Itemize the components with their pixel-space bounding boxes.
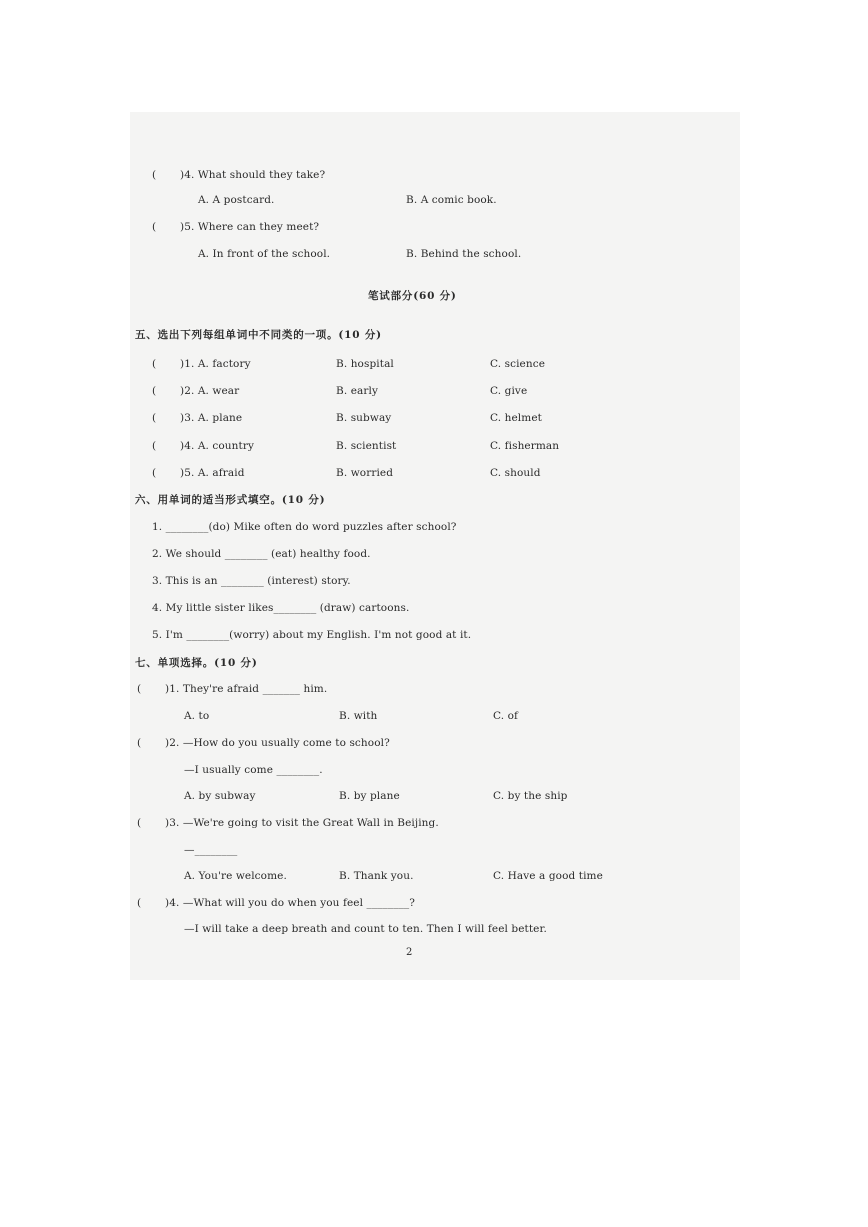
paren-open: ( bbox=[152, 221, 157, 233]
s7-q1-option-c: C. of bbox=[493, 710, 519, 722]
s7-question-3: )3. —We're going to visit the Great Wall in Beijing. bbox=[165, 817, 439, 829]
s6-item-2: 2. We should ________ (eat) healthy food. bbox=[152, 548, 371, 560]
paren-open: ( bbox=[137, 897, 142, 909]
s7-q2-reply: —I usually come ________. bbox=[184, 764, 323, 776]
s7-q3-option-a: A. You're welcome. bbox=[184, 870, 287, 882]
section-7-title: 七、单项选择。(10 分) bbox=[135, 657, 258, 669]
s7-q3-option-c: C. Have a good time bbox=[493, 870, 603, 882]
listening-question-4: )4. What should they take? bbox=[180, 169, 326, 181]
paren-open: ( bbox=[137, 817, 142, 829]
option-b: B. Behind the school. bbox=[406, 248, 522, 260]
written-part-header: 笔试部分(60 分) bbox=[368, 290, 457, 302]
paren-open: ( bbox=[137, 737, 142, 749]
s7-q3-option-b: B. Thank you. bbox=[339, 870, 414, 882]
s5-item-2-c: C. give bbox=[490, 385, 528, 397]
s5-item-3-b: B. subway bbox=[336, 412, 392, 424]
paren-open: ( bbox=[152, 358, 157, 370]
paren-open: ( bbox=[152, 385, 157, 397]
s5-item-4-a: )4. A. country bbox=[180, 440, 255, 452]
s7-question-1: )1. They're afraid _______ him. bbox=[165, 683, 328, 695]
s5-item-5-b: B. worried bbox=[336, 467, 394, 479]
s6-item-3: 3. This is an ________ (interest) story. bbox=[152, 575, 351, 587]
listening-question-5: )5. Where can they meet? bbox=[180, 221, 320, 233]
section-5-title: 五、选出下列每组单词中不同类的一项。(10 分) bbox=[135, 329, 382, 341]
paren-open: ( bbox=[137, 683, 142, 695]
paren-open: ( bbox=[152, 467, 157, 479]
s5-item-2-b: B. early bbox=[336, 385, 378, 397]
s7-question-4: )4. —What will you do when you feel ________? bbox=[165, 897, 416, 909]
s5-item-4-b: B. scientist bbox=[336, 440, 397, 452]
s5-item-2-a: )2. A. wear bbox=[180, 385, 240, 397]
s6-item-4: 4. My little sister likes________ (draw) cartoons. bbox=[152, 602, 410, 614]
s7-q3-reply: —________ bbox=[184, 844, 238, 856]
paren-open: ( bbox=[152, 412, 157, 424]
paren-open: ( bbox=[152, 169, 157, 181]
section-6-title: 六、用单词的适当形式填空。(10 分) bbox=[135, 494, 326, 506]
s7-q1-option-b: B. with bbox=[339, 710, 378, 722]
s5-item-5-c: C. should bbox=[490, 467, 541, 479]
s5-item-3-a: )3. A. plane bbox=[180, 412, 243, 424]
s5-item-5-a: )5. A. afraid bbox=[180, 467, 245, 479]
option-a: A. A postcard. bbox=[198, 194, 275, 206]
paren-open: ( bbox=[152, 440, 157, 452]
s7-q2-option-a: A. by subway bbox=[184, 790, 256, 802]
option-a: A. In front of the school. bbox=[198, 248, 331, 260]
s5-item-1-c: C. science bbox=[490, 358, 546, 370]
s7-q4-reply: —I will take a deep breath and count to ten. Then I will feel better. bbox=[184, 923, 547, 935]
s7-q2-option-c: C. by the ship bbox=[493, 790, 568, 802]
page-number: 2 bbox=[406, 947, 413, 958]
s6-item-1: 1. ________(do) Mike often do word puzzles after school? bbox=[152, 521, 457, 533]
s7-q1-option-a: A. to bbox=[184, 710, 210, 722]
option-b: B. A comic book. bbox=[406, 194, 497, 206]
s7-q2-option-b: B. by plane bbox=[339, 790, 400, 802]
s5-item-1-a: )1. A. factory bbox=[180, 358, 251, 370]
s5-item-1-b: B. hospital bbox=[336, 358, 394, 370]
s7-question-2: )2. —How do you usually come to school? bbox=[165, 737, 390, 749]
s5-item-3-c: C. helmet bbox=[490, 412, 542, 424]
s5-item-4-c: C. fisherman bbox=[490, 440, 560, 452]
s6-item-5: 5. I'm ________(worry) about my English. I'm not good at it. bbox=[152, 629, 472, 641]
